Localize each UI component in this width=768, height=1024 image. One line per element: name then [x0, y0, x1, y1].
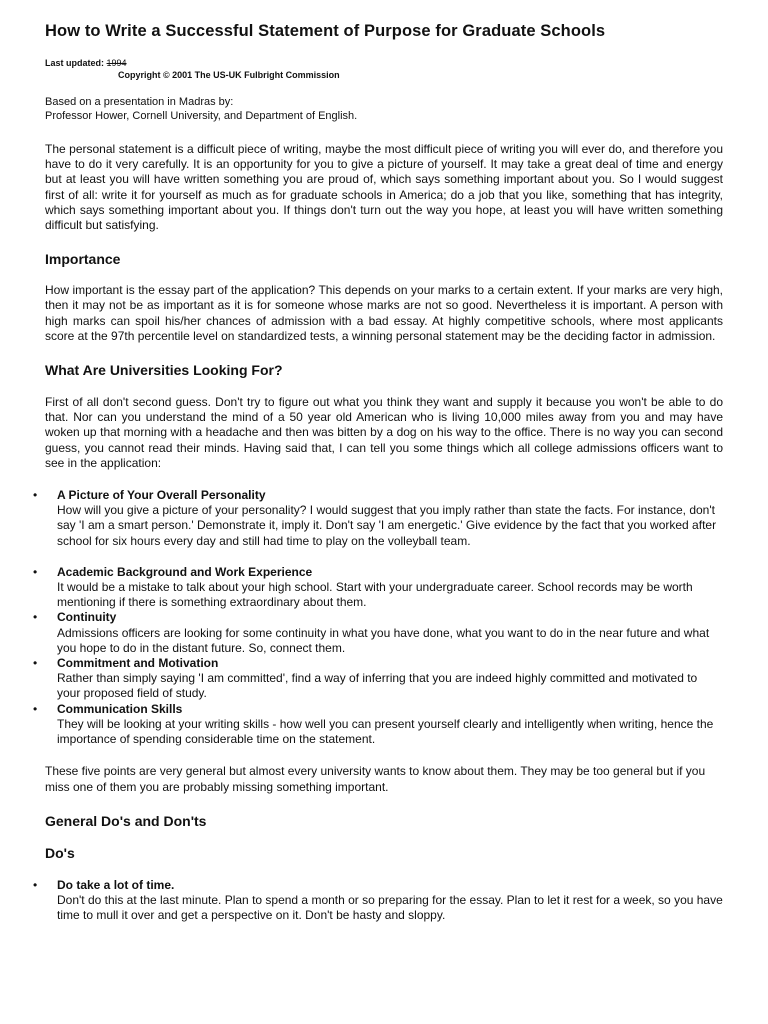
- point-title: Communication Skills: [57, 701, 183, 716]
- source-line-1: Based on a presentation in Madras by:: [45, 96, 234, 108]
- general-heading: General Do's and Don'ts: [45, 812, 207, 829]
- point-title: A Picture of Your Overall Personality: [57, 488, 266, 503]
- source-line-2: Professor Hower, Cornell University, and Department of English.: [45, 110, 358, 122]
- list-item: [33, 564, 723, 611]
- qualities-list: [33, 488, 723, 747]
- document-title: How to Write a Successful Statement of Purpose for Graduate Schools: [45, 22, 606, 40]
- last-updated-label: Last updated:: [45, 58, 105, 68]
- point-title: Do take a lot of time.: [57, 877, 175, 892]
- point-text: It would be a mistake to talk about your high school. Start with your undergraduate career. School records may be worth mentioning if there is something extraordinary about them.: [57, 580, 693, 610]
- list-item: [33, 610, 723, 656]
- list-item: [33, 488, 723, 549]
- point-text: Admissions officers are looking for some continuity in what you have done, what you want to do in the near future and what you hope to do in the distant future. So, connect them.: [57, 625, 710, 655]
- list-item: [33, 656, 723, 702]
- bullet-icon: •: [33, 564, 38, 579]
- point-text: How will you give a picture of your personality? I would suggest that you imply rather than state the facts. For instance, don't say 'I am a smart person.' Demonstrate it, imply it. Don't say 'I am energetic.' Give evidence by the fact that you worked after school for six hours every day and still had time to play on the volleyball team.: [57, 503, 717, 548]
- document-meta: [45, 57, 723, 81]
- point-text: Rather than simply saying 'I am committed', find a way of inferring that you are indeed highly committed and motivated to your proposed field of study.: [57, 671, 698, 701]
- document-page: [33, 22, 723, 923]
- bullet-icon: •: [33, 610, 38, 625]
- looking-for-paragraph: First of all don't second guess. Don't try to figure out what you think they want and supply it because you won't be able to do that. Nor can you understand the mind of a 50 year old American who is living 10,000 miles away from you and may have woken up that morning with a headache and then was bitten by a dog on his way to the office. There is no way you can second guess, you cannot read their minds. Having said that, I can tell you some things which all college admissions officers want to see in the application:: [45, 395, 723, 470]
- point-text: They will be looking at your writing skills - how well you can present yourself clearly and intelligently when writing, hence the importance of spending considerable time on the statement.: [57, 716, 714, 747]
- dos-heading: Do's: [45, 844, 75, 861]
- bullet-icon: •: [33, 701, 38, 716]
- bullet-icon: •: [33, 656, 38, 671]
- copyright-notice: Copyright © 2001 The US-UK Fulbright Commission: [118, 70, 340, 80]
- bullet-icon: •: [33, 877, 38, 892]
- dos-list: [33, 877, 723, 924]
- last-updated-line: [45, 57, 723, 69]
- point-text: Don't do this at the last minute. Plan to spend a month or so preparing for the essay. Plan to let it rest for a week, so you have time to mull it over and get a perspective on it. Don't be hasty and sloppy.: [57, 892, 723, 923]
- point-title: Continuity: [57, 610, 117, 625]
- importance-paragraph: How important is the essay part of the application? This depends on your marks to a certain extent. If your marks are very high, then it may not be as important as it is for someone whose marks are not so good. Nevertheless it is important. A person with high marks can spoil his/her chances of admission with a bad essay. At highly competitive schools, where most applicants score at the 97th percentile level on standardized tests, a winning personal statement may be the deciding factor in admission.: [45, 283, 723, 343]
- point-title: Commitment and Motivation: [57, 656, 219, 671]
- importance-heading: Importance: [45, 251, 121, 268]
- point-title: Academic Background and Work Experience: [57, 564, 313, 579]
- list-item: [33, 701, 723, 748]
- list-item: [33, 877, 723, 924]
- intro-paragraph: The personal statement is a difficult piece of writing, maybe the most difficult piece of writing you will ever do, and therefore you have to do it very carefully. It is an opportunity for you to give a picture of yourself. It may take a great deal of time and energy but at least you will have written something you are proud of, which says something important about you. So I would suggest first of all: write it for yourself as much as for graduate schools in America; do a job that you like, something that has integrity, which says something important about you. If things don't turn out the way you hope, at least you will have written something difficult but satisfying.: [45, 142, 723, 233]
- closing-paragraph: These five points are very general but almost every university wants to know about them. They may be too general but if you miss one of them you are probably missing something important.: [45, 764, 706, 794]
- source-info: [45, 95, 723, 123]
- last-updated-value: 1994: [106, 58, 127, 68]
- bullet-icon: •: [33, 488, 38, 503]
- looking-for-heading: What Are Universities Looking For?: [45, 362, 283, 379]
